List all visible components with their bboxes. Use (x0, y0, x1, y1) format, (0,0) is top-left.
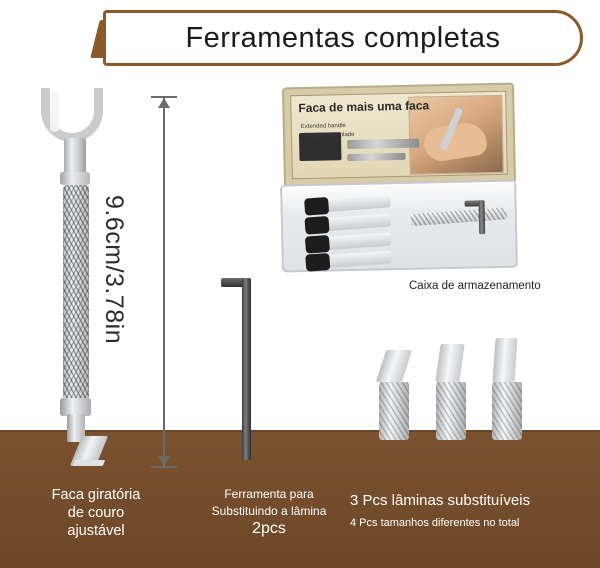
tray-blade-cap-1 (304, 197, 329, 216)
lid-tool-illustration-1 (347, 139, 419, 150)
caption-middle-line3: 2pcs (252, 520, 286, 537)
caption-right (350, 492, 590, 532)
caption-middle-line1: Ferramenta para (224, 487, 314, 501)
replacement-blade-2-tip (435, 344, 464, 382)
replacement-blade-1-body (379, 382, 409, 440)
banner (103, 10, 583, 66)
tray-blade-cap-3 (305, 235, 330, 254)
tray-blade-cap-4 (305, 253, 330, 272)
replacement-blade-3-tip (492, 338, 517, 382)
knife-upper-collar (60, 172, 90, 185)
measure-arrow-up-icon (158, 98, 170, 108)
caption-middle (184, 486, 354, 537)
caption-middle-line2: Substituindo a lâmina (211, 504, 327, 518)
tray-blade-2 (323, 213, 392, 231)
knife-blade-edge (73, 460, 105, 466)
replacement-blade-1-tip (376, 350, 412, 382)
lid-tool-illustration-2 (347, 153, 405, 161)
replacement-blade-1 (379, 382, 409, 440)
caption-right-sub: 4 Pcs tamanhos diferentes no total (350, 517, 520, 529)
caption-left: Faca giratória de couro ajustável (51, 487, 141, 539)
storage-box-lid (282, 83, 516, 188)
measure-line (163, 96, 165, 468)
measure-label: 9.6cm/3.78in (100, 195, 128, 345)
allen-wrench-long-arm (242, 278, 251, 460)
lid-title: Faca de mais uma faca (298, 98, 430, 116)
caption-right-main: 3 Pcs lâminas substituíveis (350, 492, 531, 509)
tray-blade-4 (323, 250, 392, 268)
storage-box-caption: Caixa de armazenamento (409, 280, 541, 292)
storage-box-tray (280, 180, 518, 273)
measure-arrow-down-icon (158, 456, 170, 466)
knife-neck (64, 138, 86, 174)
replacement-blade-2 (436, 382, 466, 440)
replacement-blade-2-body (436, 382, 466, 440)
tray-blade-3 (323, 232, 392, 250)
replacement-blade-3-body (492, 382, 522, 440)
lid-subtitle: Extended handle • Replaceable blade (300, 123, 355, 140)
replacement-blade-3 (492, 382, 522, 440)
knife-head-highlight (50, 92, 59, 132)
banner-title: Ferramentas completas (185, 21, 501, 54)
tray-blade-cap-2 (304, 216, 329, 235)
knife-knurled-handle (63, 185, 89, 400)
tray-allen-wrench-long-arm (478, 200, 485, 234)
